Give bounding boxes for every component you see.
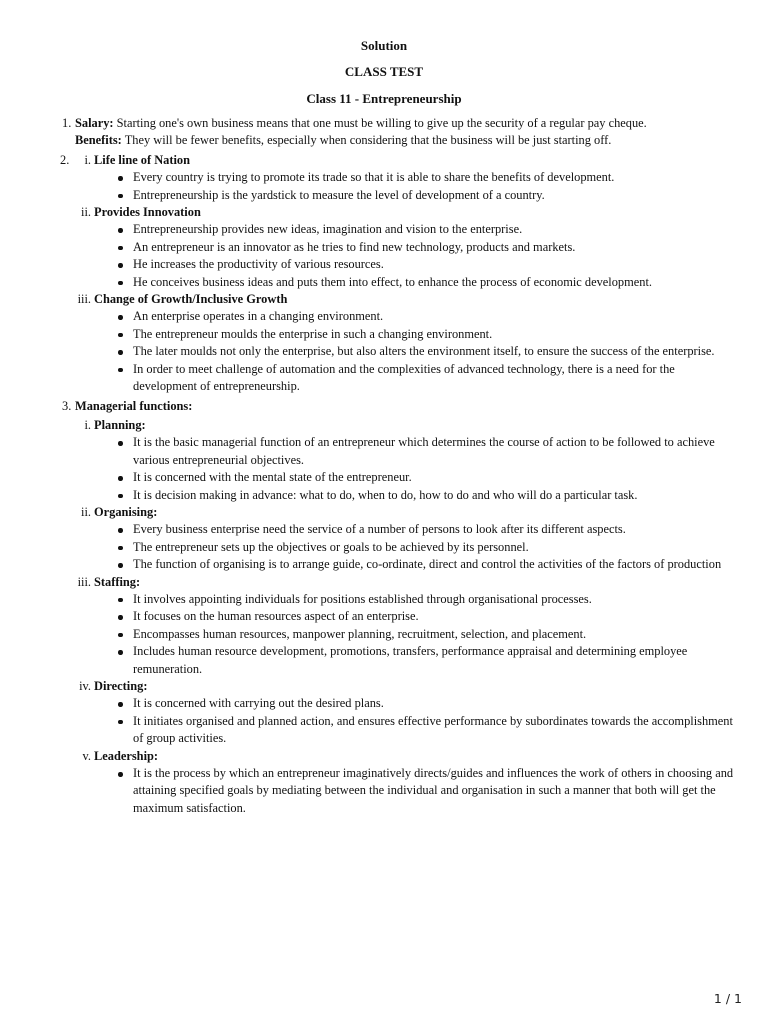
q1-number: 1. [62,116,72,130]
list-item: Includes human resource development, promotions, transfers, performance appraisal and determining employee remuneration. [0,643,768,678]
q3-section-4-num: iv. [79,679,91,693]
q3-section-3-title-line [0,574,768,591]
q1-salary-label: Salary: [75,116,114,130]
q3-section-5-title-line [0,748,768,765]
q1-benefits-text: They will be fewer benefits, especially when considering that the business will be just starting off. [124,133,612,148]
q2-section-3-title-line [0,291,768,308]
page-indicator: 1 / 1 [713,991,742,1006]
list-item: Entrepreneurship is the yardstick to measure the level of development of a country. [0,187,768,204]
q3-section-5-title: Leadership: [94,748,159,763]
list-item: In order to meet challenge of automation and the complexities of advanced technology, there is a need for the development of entrepreneurship. [0,361,768,396]
q3-section-3-title: Staffing: [94,574,141,589]
q2-section-1-title-line [0,152,768,169]
list-item: Every country is trying to promote its trade so that it is able to share the benefits of development. [0,169,768,186]
q2-section-3-title: Change of Growth/Inclusive Growth [94,292,288,307]
q3-section-2-title-line [0,504,768,521]
list-item: It is concerned with the mental state of the entrepreneur. [0,469,768,486]
q1-benefits-line [0,132,768,149]
q1-benefits-label: Benefits: [75,133,122,148]
q3-number: 3. [62,398,72,413]
list-item: It is the basic managerial function of an entrepreneur which determines the course of action to be followed to achieve various entrepreneurial objectives. [0,434,768,469]
list-item: It is the process by which an entrepreneur imaginatively directs/guides and influences the work of others in choosing and attaining specified goals by mediating between the individual and organisation in such a manner that both will get the maximum satisfaction. [0,765,768,817]
list-item: The entrepreneur sets up the objectives or goals to be achieved by its personnel. [0,539,768,556]
list-item: It focuses on the human resources aspect of an enterprise. [0,608,768,625]
q2-section-3-num: iii. [77,292,91,307]
q2-section-2-title: Provides Innovation [94,205,201,220]
q1-salary-text: Starting one's own business means that one must be willing to give up the security of a regular pay cheque. [116,116,647,130]
q3-section-1-title-line [0,417,768,434]
answer-body [0,114,768,817]
q2-section-2-title-line [0,204,768,221]
q2-number: 2. [60,152,70,167]
q3-section-2-num: ii. [81,504,91,519]
q3-title-line [0,398,768,415]
list-item: Encompasses human resources, manpower planning, recruitment, selection, and placement. [0,626,768,643]
q3-section-4-title-line [0,678,768,695]
q2-section-2-num: ii. [81,205,91,220]
list-item: He conceives business ideas and puts them into effect, to enhance the process of economic development. [0,274,768,291]
q2-section-1-title: Life line of Nation [94,152,191,167]
q3-section-2-title: Organising: [94,504,158,519]
list-item: It initiates organised and planned action, and ensures effective performance by subordinates towards the accomplishment of group activities. [0,713,768,748]
q3-section-3-num: iii. [77,574,91,589]
q3-section-1-title: Planning: [94,417,146,432]
list-item: An entrepreneur is an innovator as he tries to find new technology, products and markets. [0,239,768,256]
q2-section-1-num: i. [84,152,91,167]
q3-title: Managerial functions: [75,398,193,413]
list-item: The later moulds not only the enterprise, but also alters the environment itself, to ensure the success of the enterprise. [0,343,768,360]
list-item: It is decision making in advance: what to do, when to do, how to do and who will do a particular task. [0,487,768,504]
list-item: It is concerned with carrying out the desired plans. [0,695,768,712]
list-item: It involves appointing individuals for positions established through organisational processes. [0,591,768,608]
q3-section-1-num: i. [84,417,91,432]
q3-section-5-num: v. [82,748,91,763]
doc-heading-class-test: CLASS TEST [344,64,424,79]
doc-heading-subject: Class 11 - Entrepreneurship [306,91,462,106]
list-item: The entrepreneur moulds the enterprise in such a changing environment. [0,326,768,343]
list-item: The function of organising is to arrange guide, co-ordinate, direct and control the activities of the factors of production [0,556,768,573]
q3-section-4-title: Directing: [94,679,148,693]
doc-heading-solution: Solution [360,38,408,53]
list-item: Entrepreneurship provides new ideas, imagination and vision to the enterprise. [0,221,768,238]
list-item: An enterprise operates in a changing environment. [0,308,768,325]
list-item: Every business enterprise need the service of a number of persons to look after its different aspects. [0,521,768,538]
list-item: He increases the productivity of various resources. [0,256,768,273]
q1-salary-line [0,115,768,132]
